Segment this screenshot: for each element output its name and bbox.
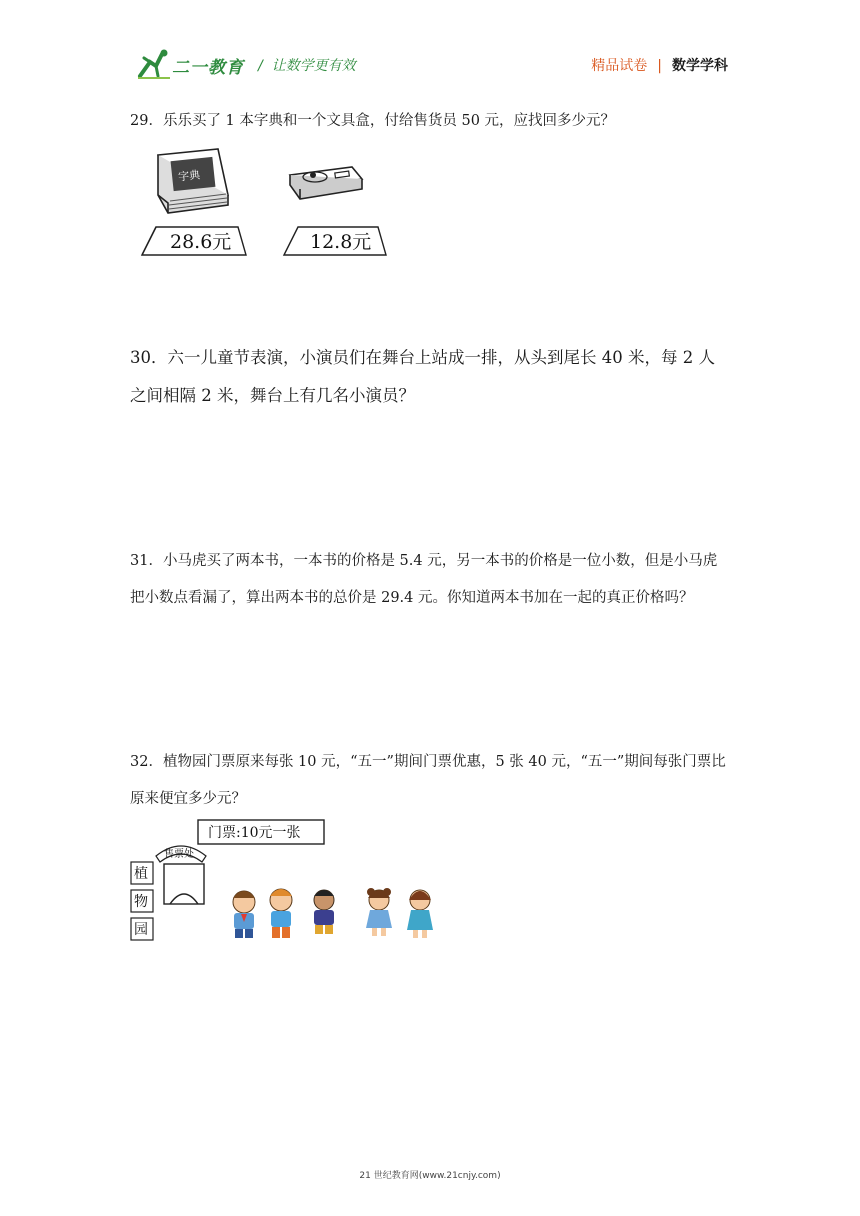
question-32: 32．植物园门票原来每张 10 元，“五一”期间门票优惠，5 张 40 元，“五一”期间每张门票比原来便宜多少元？: [130, 754, 726, 807]
child-icon-3: [314, 890, 334, 934]
ticket-booth: [164, 864, 204, 904]
garden-char-1: 植: [134, 866, 148, 882]
dictionary-price-tag: [142, 227, 246, 255]
brand-label: 精品试卷: [591, 58, 648, 74]
page-header: [0, 0, 860, 90]
ticket-sign-text: 门票:10元一张: [208, 825, 301, 841]
garden-char-2: 物: [134, 894, 148, 910]
header-separator: |: [657, 58, 662, 74]
question-32-figure: [128, 818, 448, 948]
child-icon-4: [366, 888, 392, 936]
question-29-figure: [130, 145, 400, 265]
child-icon-1: [233, 891, 255, 938]
header-right: [591, 55, 728, 75]
question-30: 30．六一儿童节表演，小演员们在舞台上站成一排，从头到尾长 40 米，每 2 人之间相隔 2 米，舞台上有几名小演员？: [130, 348, 715, 405]
child-icon-5: [407, 890, 433, 938]
logo-text: 二一教育: [172, 58, 244, 78]
garden-name-column: [131, 862, 153, 940]
dictionary-price: 28.6元: [170, 231, 232, 253]
page-footer: 21 世纪教育网(www.21cnjy.com): [359, 1171, 501, 1181]
pencil-box-price-tag: [284, 227, 386, 255]
pencil-box-price: 12.8元: [310, 231, 372, 253]
garden-char-3: 园: [134, 922, 148, 938]
question-29: 29．乐乐买了 1 本字典和一个文具盒，付给售货员 50 元，应找回多少元？: [130, 113, 616, 129]
slogan: / 让数学更有效: [258, 58, 356, 74]
pencil-box-icon: [290, 167, 362, 199]
dictionary-icon: [158, 149, 228, 213]
question-31: 31．小马虎买了两本书，一本书的价格是 5.4 元，另一本书的价格是一位小数，但是小马虎把小数点看漏了，算出两本书的总价是 29.4 元。你知道两本书加在一起的真正价格吗？: [130, 553, 718, 606]
child-icon-2: [270, 889, 292, 938]
dictionary-cover-label: 字典: [177, 168, 201, 184]
booth-label: 售票处: [164, 849, 194, 860]
subject-label: 数学学科: [672, 58, 728, 74]
